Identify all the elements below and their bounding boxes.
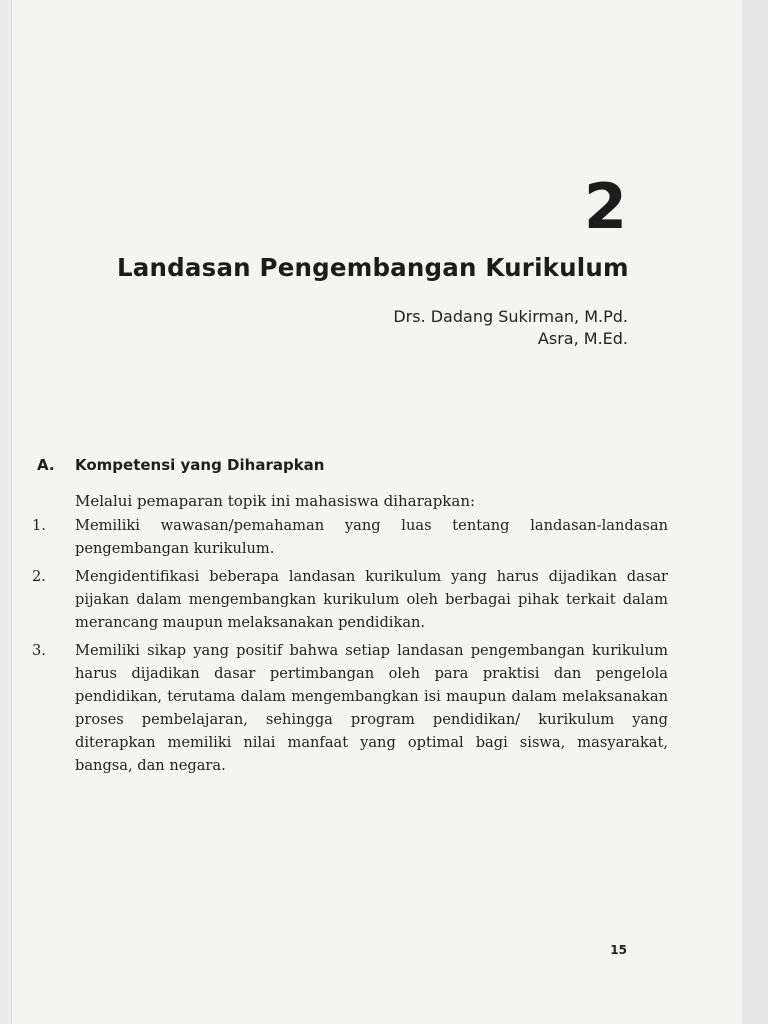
list-item-text: Memiliki sikap yang positif bahwa setiap landasan pengembangan kurikulum harus dijadikan dasar pertimbangan oleh para praktisi dan pengelola pendidikan, terutama dalam mengembangkan isi maupun dalam melaksanakan proses pembelajaran, sehingga program pendidikan/ kurikulum yang diterapkan memiliki nilai manfaat yang optimal bagi siswa, masyarakat, bangsa, dan negara. [75, 642, 668, 774]
list-item-number: 2. [32, 568, 46, 585]
section-title: Kompetensi yang Diharapkan [75, 456, 325, 474]
list-item-number: 1. [32, 517, 46, 534]
chapter-title: Landasan Pengembangan Kurikulum [117, 253, 629, 282]
list-item [32, 514, 668, 560]
page-number: 15 [610, 943, 627, 957]
page-edge [742, 0, 768, 1024]
list-item-number: 3. [32, 642, 46, 659]
document-page [12, 0, 742, 1024]
chapter-number: 2 [583, 170, 627, 243]
section-letter: A. [37, 456, 55, 474]
section-heading [37, 456, 325, 474]
author-secondary: Asra, M.Ed. [537, 329, 628, 348]
section-intro: Melalui pemaparan topik ini mahasiswa diharapkan: [75, 492, 476, 510]
list-item-text: Memiliki wawasan/pemahaman yang luas tentang landasan-landasan pengembangan kurikulum. [75, 517, 668, 557]
chapter-authors [393, 306, 628, 350]
author-primary: Drs. Dadang Sukirman, M.Pd. [393, 307, 628, 326]
list-item [32, 565, 668, 634]
competency-list [32, 514, 668, 782]
list-item [32, 639, 668, 777]
list-item-text: Mengidentifikasi beberapa landasan kurikulum yang harus dijadikan dasar pijakan dalam mengembangkan kurikulum oleh berbagai pihak terkait dalam merancang maupun melaksanakan pendidikan. [75, 568, 668, 631]
